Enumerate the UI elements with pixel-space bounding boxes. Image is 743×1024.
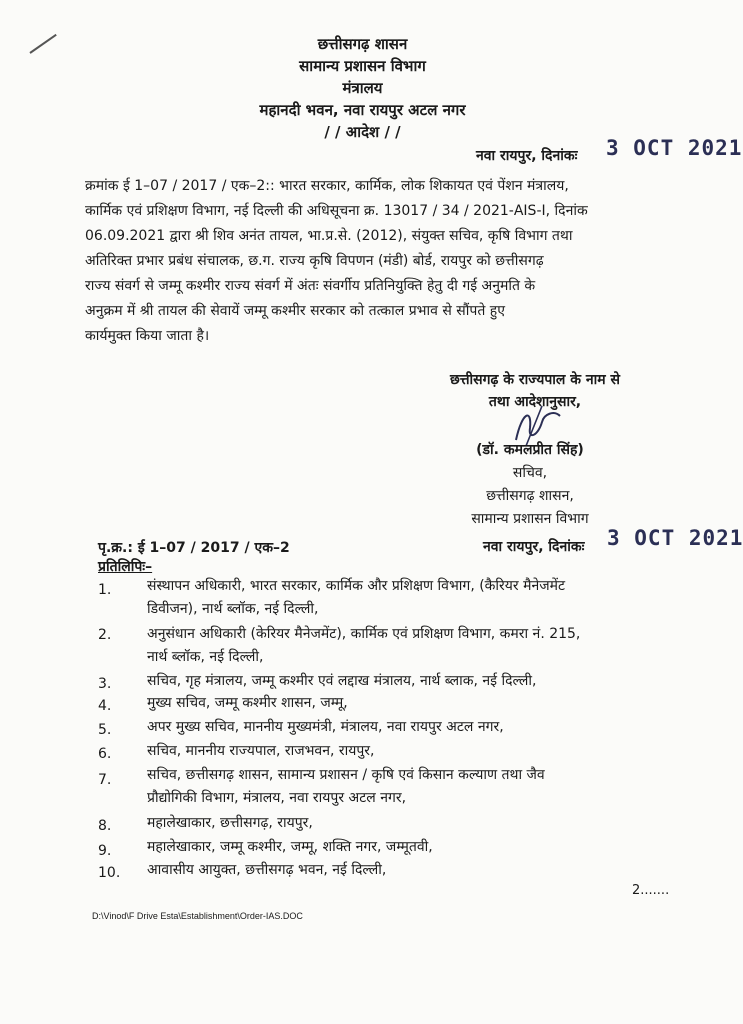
signatory-block bbox=[400, 440, 660, 528]
list-number: 5. bbox=[98, 722, 112, 738]
list-line: अनुसंधान अधिकारी (केरियर मैनेजमेंट), कार्मिक एवं प्रशिक्षण विभाग, कमरा नं. 215, bbox=[147, 626, 581, 642]
list-line: आवासीय आयुक्त, छत्तीसगढ़ भवन, नई दिल्ली, bbox=[147, 862, 387, 878]
copy-place-date-label: नवा रायपुर, दिनांकः bbox=[483, 539, 585, 555]
list-text bbox=[147, 859, 677, 882]
signatory-office: छत्तीसगढ़ शासन, bbox=[486, 488, 574, 504]
page-number: 2....... bbox=[632, 883, 670, 898]
list-number: 1. bbox=[98, 582, 112, 598]
list-text bbox=[147, 740, 677, 763]
header-department: सामान्य प्रशासन विभाग bbox=[299, 57, 426, 75]
file-path-footer: D:\Vinod\F Drive Esta\Establishment\Order-IAS.DOC bbox=[92, 911, 303, 921]
list-number: 2. bbox=[98, 627, 112, 643]
list-number: 3. bbox=[98, 676, 112, 692]
order-body bbox=[85, 174, 677, 349]
header-address: महानदी भवन, नवा रायपुर अटल नगर bbox=[259, 101, 466, 119]
header-govt: छत्तीसगढ़ शासन bbox=[317, 35, 408, 53]
order-line: क्रमांक ई 1–07 / 2017 / एक–2:: भारत सरकार, कार्मिक, लोक शिकायत एवं पेंशन मंत्रालय, bbox=[85, 178, 569, 194]
list-text bbox=[147, 836, 677, 859]
list-line: अपर मुख्य सचिव, माननीय मुख्यमंत्री, मंत्रालय, नवा रायपुर अटल नगर, bbox=[147, 719, 504, 735]
list-line: डिवीजन), नार्थ ब्लॉक, नई दिल्ली, bbox=[147, 601, 319, 617]
signatory-department: सामान्य प्रशासन विभाग bbox=[471, 511, 589, 527]
copy-reference: पृ.क्र.: ई 1–07 / 2017 / एक–2 bbox=[98, 540, 290, 556]
list-line: महालेखाकार, जम्मू कश्मीर, जम्मू, शक्ति नगर, जम्मूतवी, bbox=[147, 839, 433, 855]
list-text bbox=[147, 764, 677, 810]
list-number: 4. bbox=[98, 698, 112, 714]
list-line: सचिव, माननीय राज्यपाल, राजभवन, रायपुर, bbox=[147, 743, 375, 759]
list-line: संस्थापन अधिकारी, भारत सरकार, कार्मिक और प्रशिक्षण विभाग, (कैरियर मैनेजमेंट bbox=[147, 578, 566, 594]
signatory-designation: सचिव, bbox=[512, 465, 548, 481]
list-line: सचिव, गृह मंत्रालय, जम्मू कश्मीर एवं लद्दाख मंत्रालय, नार्थ ब्लाक, नई दिल्ली, bbox=[147, 673, 537, 689]
list-line: प्रौद्योगिकी विभाग, मंत्रालय, नवा रायपुर अटल नगर, bbox=[147, 790, 407, 806]
list-number: 10. bbox=[98, 865, 121, 881]
header-order-title: / / आदेश / / bbox=[324, 123, 401, 141]
order-line: 06.09.2021 द्वारा श्री शिव अनंत तायल, भा.प्र.से. (2012), संयुक्त सचिव, कृषि विभाग तथा bbox=[85, 228, 573, 244]
list-line: मुख्य सचिव, जम्मू कश्मीर शासन, जम्मू, bbox=[147, 695, 348, 711]
list-line: नार्थ ब्लॉक, नई दिल्ली, bbox=[147, 649, 264, 665]
signature-order-line: तथा आदेशानुसार, bbox=[488, 394, 582, 410]
list-text bbox=[147, 812, 677, 835]
order-place-date-label: नवा रायपुर, दिनांकः bbox=[476, 148, 578, 164]
signature-authority: छत्तीसगढ़ के राज्यपाल के नाम से bbox=[450, 372, 620, 388]
order-line: कार्यमुक्त किया जाता है। bbox=[85, 328, 210, 344]
copy-date-stamp: 3 OCT 2021 bbox=[607, 526, 743, 550]
list-text bbox=[147, 670, 677, 693]
list-line: महालेखाकार, छत्तीसगढ़, रायपुर, bbox=[147, 815, 313, 831]
order-line: अनुक्रम में श्री तायल की सेवायें जम्मू कश्मीर सरकार को तत्काल प्रभाव से सौंपते हुए bbox=[85, 303, 505, 319]
list-text bbox=[147, 692, 677, 715]
list-text bbox=[147, 716, 677, 739]
order-date-stamp: 3 OCT 2021 bbox=[606, 136, 743, 160]
list-text bbox=[147, 575, 677, 621]
list-text bbox=[147, 623, 677, 669]
list-number: 7. bbox=[98, 772, 112, 788]
order-line: राज्य संवर्ग से जम्मू कश्मीर राज्य संवर्ग में अंतः संवर्गीय प्रतिनियुक्ति हेतु दी गई अनुमति के bbox=[85, 278, 536, 294]
list-number: 6. bbox=[98, 746, 112, 762]
signatory-name: (डॉ. कमलप्रीत सिंह) bbox=[476, 442, 584, 458]
list-number: 9. bbox=[98, 843, 112, 859]
copy-heading: प्रतिलिपिः– bbox=[98, 559, 153, 575]
list-number: 8. bbox=[98, 818, 112, 834]
order-line: कार्मिक एवं प्रशिक्षण विभाग, नई दिल्ली की अधिसूचना क्र. 13017 / 34 / 2021-AIS-I, दिनांक bbox=[85, 203, 588, 219]
list-line: सचिव, छत्तीसगढ़ शासन, सामान्य प्रशासन / कृषि एवं किसान कल्याण तथा जैव bbox=[147, 767, 545, 783]
header-mantralaya: मंत्रालय bbox=[342, 79, 383, 97]
order-line: अतिरिक्त प्रभार प्रबंध संचालक, छ.ग. राज्य कृषि विपणन (मंडी) बोर्ड, रायपुर को छत्तीसगढ़ bbox=[85, 253, 544, 269]
